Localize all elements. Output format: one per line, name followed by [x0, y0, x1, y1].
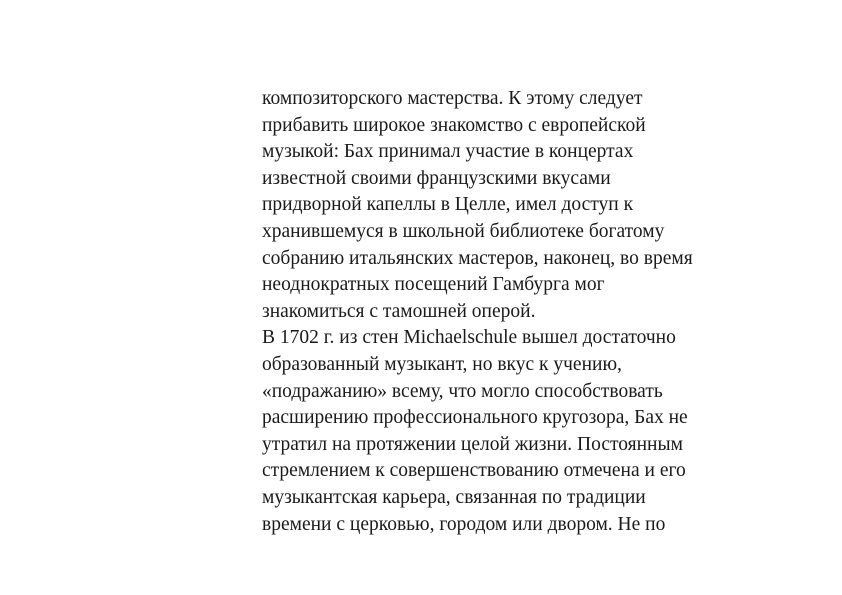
text-line: утратил на протяжении целой жизни. Постоянным — [262, 433, 683, 455]
text-line: В 1702 г. из стен Michaelschule вышел достаточно — [262, 327, 676, 349]
text-line: музыкантская карьера, связанная по традиции — [262, 486, 646, 508]
text-line: придворной капеллы в Целле, имел доступ к — [262, 194, 634, 216]
text-line: композиторского мастерства. К этому следует — [262, 88, 643, 109]
text-line: «подражанию» всему, что могло способствовать — [262, 380, 663, 402]
text-line: стремлением к совершенствованию отмечена и его — [262, 460, 686, 482]
text-line: музыкой: Бах принимал участие в концертах — [262, 141, 634, 163]
text-line: собранию итальянских мастеров, наконец, во время — [262, 247, 693, 269]
text-line: прибавить широкое знакомство с европейской — [262, 114, 646, 136]
text-line: знакомиться с тамошней оперой. — [262, 300, 536, 322]
text-line: хранившемуся в школьной библиотеке богатому — [262, 220, 665, 242]
text-line: неоднократных посещений Гамбурга мог — [262, 274, 605, 296]
text-line: известной своими французскими вкусами — [262, 167, 611, 189]
text-line: образованный музыкант, но вкус к учению, — [262, 353, 622, 375]
text-line: расширению профессионального кругозора, Бах не — [262, 407, 688, 429]
text-line: времени с церковью, городом или двором. Не по — [262, 513, 666, 535]
body-text — [262, 86, 782, 538]
